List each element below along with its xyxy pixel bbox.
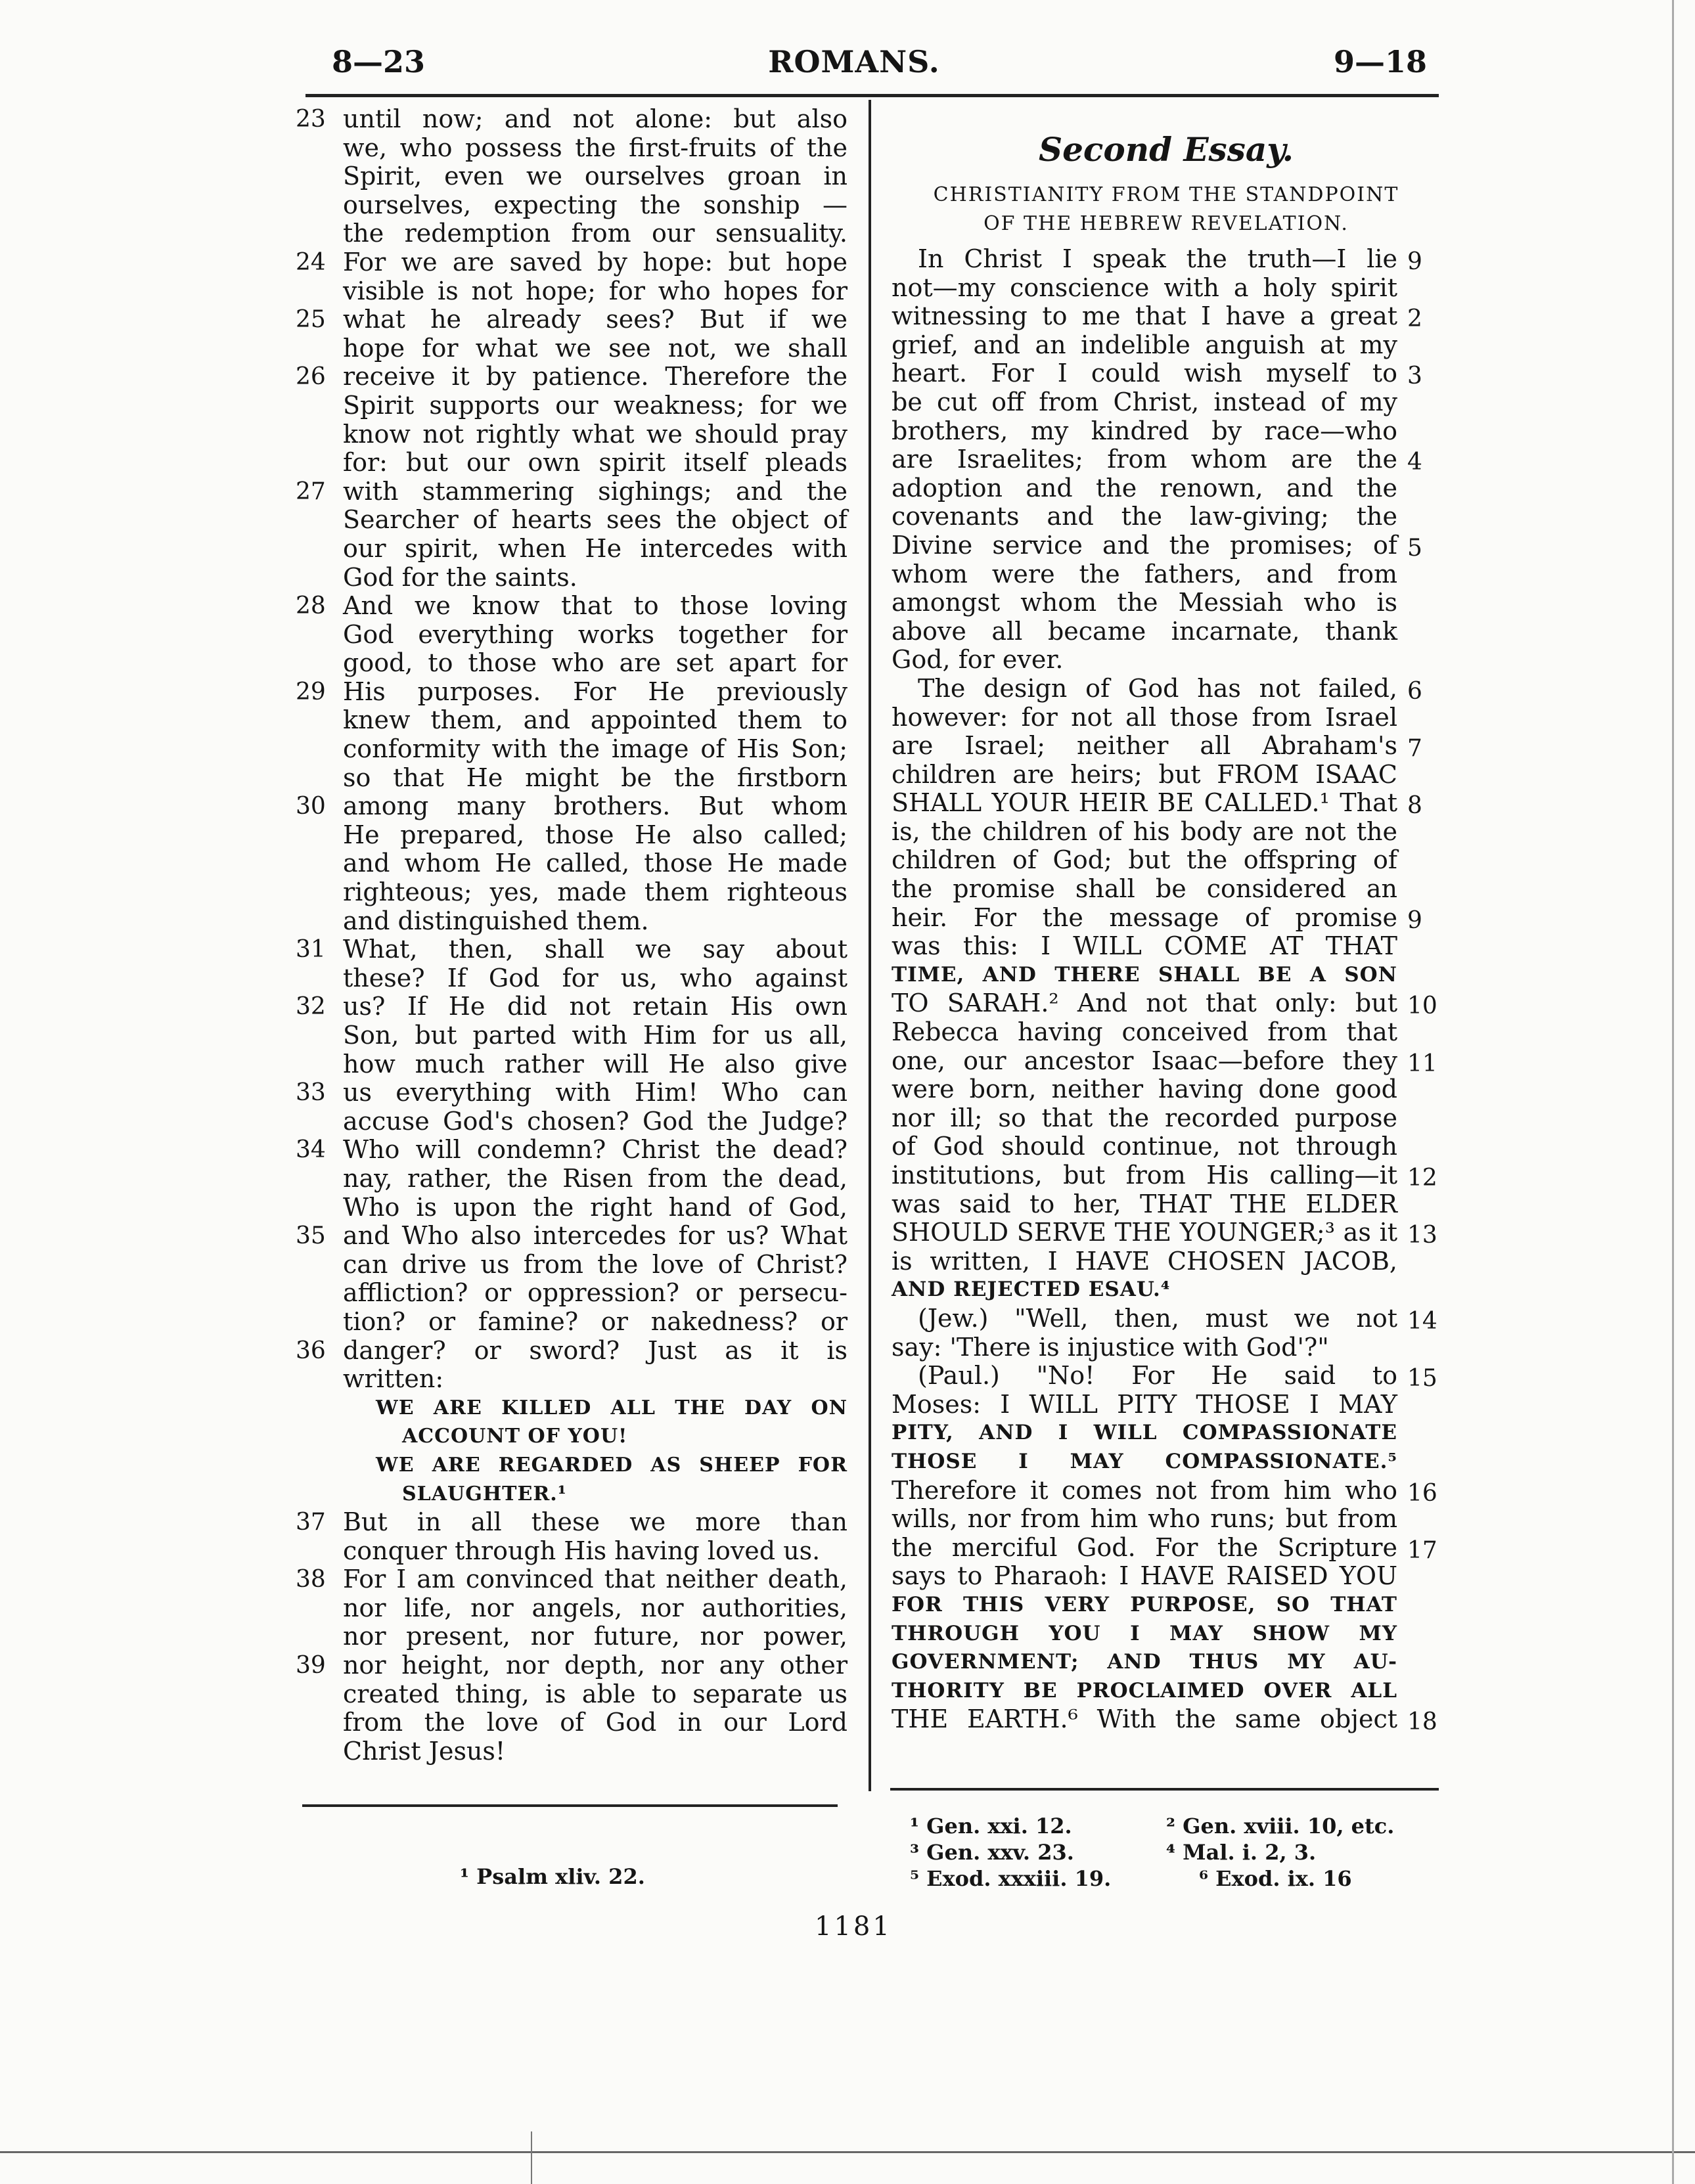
line-text: (Jew.) "Well, then, must we not bbox=[918, 1303, 1397, 1333]
footnote-rule bbox=[890, 1788, 1439, 1791]
line-text: from the love of God in our Lord bbox=[343, 1708, 847, 1737]
text-line bbox=[296, 1508, 847, 1537]
line-text: the redemption from our sensuality. bbox=[343, 219, 847, 248]
line-text: Spirit, even we ourselves groan in bbox=[343, 162, 847, 191]
text-line bbox=[892, 1075, 1443, 1104]
line-text: The design of God has not failed, bbox=[918, 673, 1397, 703]
verse-number: 28 bbox=[296, 592, 326, 620]
line-text: His purposes. For He previously bbox=[343, 677, 847, 706]
text-line bbox=[892, 1534, 1443, 1563]
text-line bbox=[296, 1651, 847, 1680]
text-line bbox=[296, 849, 847, 878]
text-line bbox=[892, 1705, 1443, 1734]
verse-number: 6 bbox=[1407, 677, 1422, 705]
text-line bbox=[296, 1394, 847, 1423]
line-text: grief, and an indelible anguish at my bbox=[892, 330, 1397, 359]
text-line bbox=[892, 1104, 1443, 1133]
text-line bbox=[296, 1622, 847, 1651]
line-text: is, the children of his body are not the bbox=[892, 816, 1397, 846]
line-text: and Who also intercedes for us? What bbox=[343, 1221, 847, 1251]
line-text: are Israel; neither all Abraham's bbox=[892, 731, 1397, 761]
line-text: Son, but parted with Him for us all, bbox=[343, 1021, 847, 1050]
line-text: For we are saved by hope: but hope bbox=[343, 247, 847, 277]
text-line bbox=[892, 359, 1443, 388]
line-text: among many brothers. But whom bbox=[343, 791, 847, 821]
verse-number: 15 bbox=[1407, 1365, 1437, 1393]
text-line bbox=[296, 792, 847, 821]
text-line bbox=[296, 134, 847, 163]
text-line bbox=[296, 1537, 847, 1566]
text-line bbox=[296, 1021, 847, 1050]
text-line bbox=[296, 1079, 847, 1107]
text-line bbox=[296, 449, 847, 478]
line-text: righteous; yes, made them righteous bbox=[343, 878, 847, 907]
verse-number: 14 bbox=[1407, 1307, 1437, 1335]
text-line bbox=[892, 1505, 1443, 1534]
column-divider bbox=[869, 100, 871, 1791]
line-text: Therefore it comes not from him who bbox=[892, 1475, 1397, 1505]
verse-number: 3 bbox=[1407, 363, 1422, 390]
line-text: covenants and the law-giving; the bbox=[892, 502, 1397, 531]
text-line bbox=[296, 907, 847, 936]
verse-number: 10 bbox=[1407, 992, 1437, 1020]
line-text: say: 'There is injustice with God'?" bbox=[892, 1332, 1329, 1362]
text-line bbox=[296, 305, 847, 334]
text-line bbox=[296, 191, 847, 220]
text-line bbox=[296, 105, 847, 134]
footnote: ⁶ Exod. ix. 16 bbox=[1199, 1866, 1352, 1891]
line-text: and distinguished them. bbox=[343, 906, 649, 935]
line-text: ourselves, expecting the sonship — bbox=[343, 190, 847, 219]
line-text: nor life, nor angels, nor authorities, bbox=[343, 1593, 847, 1622]
line-text: of God should continue, not through bbox=[892, 1132, 1397, 1161]
line-text: us? If He did not retain His own bbox=[343, 992, 847, 1021]
text-line bbox=[892, 1218, 1443, 1247]
text-line bbox=[296, 1365, 847, 1394]
text-line bbox=[296, 535, 847, 564]
line-text: THROUGH YOU I MAY SHOW MY bbox=[892, 1621, 1397, 1645]
line-text: TO SARAH.² And not that only: but bbox=[892, 989, 1397, 1018]
line-text: AND REJECTED ESAU.⁴ bbox=[892, 1278, 1171, 1302]
line-text: THORITY BE PROCLAIMED OVER ALL bbox=[892, 1678, 1397, 1703]
text-line bbox=[296, 821, 847, 850]
line-text: how much rather will He also give bbox=[343, 1049, 847, 1079]
line-text: for: but our own spirit itself pleads bbox=[343, 448, 847, 478]
text-line bbox=[892, 245, 1443, 274]
line-text: knew them, and appointed them to bbox=[343, 705, 847, 735]
verse-number: 27 bbox=[296, 478, 326, 505]
line-text: ACCOUNT OF YOU! bbox=[402, 1425, 628, 1448]
text-line bbox=[892, 388, 1443, 417]
line-text: heir. For the message of promise bbox=[892, 903, 1397, 932]
text-line bbox=[892, 1304, 1443, 1333]
line-text: so that He might be the firstborn bbox=[343, 763, 847, 792]
line-text: was this: I WILL COME AT THAT bbox=[892, 931, 1397, 961]
text-line bbox=[892, 445, 1443, 474]
running-head-right: 9—18 bbox=[1334, 44, 1428, 79]
text-line bbox=[296, 564, 847, 592]
verse-number: 24 bbox=[296, 248, 326, 276]
line-text: brothers, my kindred by race—who bbox=[892, 416, 1397, 445]
footnote-rule bbox=[302, 1804, 838, 1807]
line-text: these? If God for us, who against bbox=[343, 963, 847, 992]
running-head-title: ROMANS. bbox=[768, 44, 940, 79]
line-text: He prepared, those He also called; bbox=[343, 820, 847, 849]
line-text: witnessing to me that I have a great bbox=[892, 301, 1397, 331]
text-line bbox=[296, 735, 847, 764]
text-line bbox=[296, 162, 847, 191]
line-text: are Israelites; from whom are the bbox=[892, 445, 1397, 474]
verse-number: 13 bbox=[1407, 1222, 1437, 1249]
verse-number: 33 bbox=[296, 1079, 326, 1107]
text-line bbox=[892, 989, 1443, 1018]
line-text: For I am convinced that neither death, bbox=[343, 1565, 847, 1594]
scan-edge-line bbox=[0, 2151, 1695, 2153]
verse-number: 37 bbox=[296, 1509, 326, 1536]
line-text: the promise shall be considered an bbox=[892, 874, 1397, 904]
text-line bbox=[296, 1680, 847, 1709]
line-text: tion? or famine? or nakedness? or bbox=[343, 1306, 847, 1336]
text-line bbox=[892, 1648, 1443, 1677]
line-text: conformity with the image of His Son; bbox=[343, 734, 847, 764]
text-line bbox=[296, 1279, 847, 1308]
verse-number: 32 bbox=[296, 993, 326, 1021]
verse-number: 7 bbox=[1407, 735, 1422, 763]
line-text: God everything works together for bbox=[343, 619, 847, 649]
footnote: ¹ Gen. xxi. 12. bbox=[910, 1814, 1072, 1839]
line-text: wills, nor from him who runs; but from bbox=[892, 1504, 1397, 1534]
line-text: THE EARTH.⁶ With the same object bbox=[892, 1705, 1397, 1734]
line-text: until now; and not alone: but also bbox=[343, 104, 847, 133]
line-text: SHALL YOUR HEIR BE CALLED.¹ That bbox=[892, 788, 1397, 818]
text-line bbox=[892, 646, 1443, 675]
text-line bbox=[892, 904, 1443, 933]
verse-number: 17 bbox=[1407, 1536, 1437, 1564]
text-line bbox=[296, 1107, 847, 1136]
text-line bbox=[296, 1422, 847, 1451]
line-text: In Christ I speak the truth—I lie bbox=[918, 244, 1397, 273]
line-text: our spirit, when He intercedes with bbox=[343, 533, 847, 563]
line-text: created thing, is able to separate us bbox=[343, 1679, 847, 1708]
line-text: FOR THIS VERY PURPOSE, SO THAT bbox=[892, 1592, 1397, 1616]
line-text: hope for what we see not, we shall bbox=[343, 333, 847, 363]
essay-subtitle bbox=[893, 181, 1439, 238]
text-line bbox=[892, 961, 1443, 990]
line-text: Divine service and the promises; of bbox=[892, 530, 1397, 560]
text-line bbox=[296, 935, 847, 964]
line-text: was said to her, THAT THE ELDER bbox=[892, 1189, 1397, 1218]
text-line bbox=[892, 617, 1443, 646]
text-line bbox=[892, 761, 1443, 790]
text-line bbox=[296, 678, 847, 707]
line-text: us everything with Him! Who can bbox=[343, 1078, 847, 1107]
text-line bbox=[296, 478, 847, 506]
line-text: SHOULD SERVE THE YOUNGER;³ as it bbox=[892, 1218, 1397, 1247]
line-text: nay, rather, the Risen from the dead, bbox=[343, 1163, 847, 1193]
line-text: we, who possess the first-fruits of the bbox=[343, 133, 847, 162]
text-line bbox=[296, 992, 847, 1021]
line-text: accuse God's chosen? God the Judge? bbox=[343, 1106, 847, 1136]
line-text: Who is upon the right hand of God, bbox=[343, 1192, 847, 1222]
text-line bbox=[892, 1419, 1443, 1448]
text-line bbox=[296, 706, 847, 735]
line-text: Searcher of hearts sees the object of bbox=[343, 505, 847, 535]
text-line bbox=[892, 1362, 1443, 1391]
text-line bbox=[296, 1251, 847, 1280]
verse-number: 31 bbox=[296, 936, 326, 964]
text-line bbox=[892, 331, 1443, 360]
text-line bbox=[296, 1451, 847, 1480]
verse-number: 29 bbox=[296, 678, 326, 705]
text-line bbox=[892, 1620, 1443, 1649]
line-text: affliction? or oppression? or persecu- bbox=[343, 1278, 847, 1308]
verse-number: 23 bbox=[296, 106, 326, 133]
text-line bbox=[296, 1565, 847, 1594]
text-line bbox=[892, 1161, 1443, 1190]
text-line bbox=[892, 531, 1443, 560]
text-line bbox=[296, 621, 847, 650]
line-text: above all became incarnate, thank bbox=[892, 616, 1397, 646]
line-text: children of God; but the offspring of bbox=[892, 845, 1397, 875]
footnote: ⁴ Mal. i. 2, 3. bbox=[1166, 1840, 1317, 1865]
text-line bbox=[296, 592, 847, 621]
running-head-left: 8—23 bbox=[332, 44, 426, 79]
line-text: know not rightly what we should pray bbox=[343, 419, 847, 449]
text-line bbox=[892, 1562, 1443, 1591]
text-line bbox=[892, 274, 1443, 303]
line-text: nor ill; so that the recorded purpose bbox=[892, 1103, 1397, 1132]
line-text: the merciful God. For the Scripture bbox=[892, 1532, 1397, 1562]
line-text: (Paul.) "No! For He said to bbox=[918, 1361, 1397, 1391]
text-line bbox=[892, 417, 1443, 446]
text-line bbox=[892, 1132, 1443, 1161]
text-line bbox=[296, 334, 847, 363]
line-text: TIME, AND THERE SHALL BE A SON bbox=[892, 962, 1397, 987]
verse-number: 12 bbox=[1407, 1165, 1437, 1192]
verse-number: 38 bbox=[296, 1566, 326, 1593]
verse-number: 11 bbox=[1407, 1050, 1437, 1077]
footnote: ³ Gen. xxv. 23. bbox=[910, 1840, 1074, 1865]
text-line bbox=[892, 1677, 1443, 1706]
line-text: WE ARE KILLED ALL THE DAY ON bbox=[376, 1396, 847, 1419]
text-line bbox=[296, 1480, 847, 1509]
verse-number: 18 bbox=[1407, 1708, 1437, 1736]
verse-number: 16 bbox=[1407, 1479, 1437, 1507]
verse-number: 36 bbox=[296, 1337, 326, 1364]
line-text: SLAUGHTER.¹ bbox=[402, 1482, 567, 1505]
line-text: THOSE I MAY COMPASSIONATE.⁵ bbox=[892, 1449, 1397, 1473]
text-line bbox=[892, 818, 1443, 847]
header-rule bbox=[305, 94, 1439, 97]
left-column bbox=[296, 105, 847, 1766]
line-text: Rebecca having conceived from that bbox=[892, 1017, 1397, 1047]
text-line bbox=[296, 878, 847, 907]
line-text: with stammering sighings; and the bbox=[343, 476, 847, 506]
line-text: what he already sees? But if we bbox=[343, 305, 847, 334]
text-line bbox=[892, 502, 1443, 531]
text-line bbox=[892, 1448, 1443, 1477]
verse-number: 4 bbox=[1407, 449, 1422, 476]
text-line bbox=[892, 703, 1443, 732]
text-line bbox=[892, 1591, 1443, 1620]
line-text: and whom He called, those He made bbox=[343, 849, 847, 878]
text-line bbox=[892, 932, 1443, 961]
verse-number: 39 bbox=[296, 1652, 326, 1680]
text-line bbox=[296, 1337, 847, 1366]
footnote: ⁵ Exod. xxxiii. 19. bbox=[910, 1866, 1112, 1891]
essay-title: Second Essay. bbox=[1039, 130, 1294, 169]
verse-number: 25 bbox=[296, 306, 326, 334]
text-line bbox=[892, 302, 1443, 331]
line-text: PITY, AND I WILL COMPASSIONATE bbox=[892, 1421, 1397, 1445]
line-text: What, then, shall we say about bbox=[343, 935, 847, 964]
text-line bbox=[296, 1308, 847, 1337]
line-text: written: bbox=[343, 1364, 444, 1394]
text-line bbox=[296, 649, 847, 678]
line-text: visible is not hope; for who hopes for bbox=[343, 276, 847, 305]
line-text: danger? or sword? Just as it is bbox=[343, 1335, 847, 1365]
text-line bbox=[296, 1165, 847, 1193]
text-line bbox=[296, 1193, 847, 1222]
text-line bbox=[296, 277, 847, 306]
page-number: 1181 bbox=[815, 1911, 892, 1942]
line-text: heart. For I could wish myself to bbox=[892, 359, 1397, 388]
essay-subtitle-line: CHRISTIANITY FROM THE STANDPOINT bbox=[933, 183, 1399, 206]
verse-number: 8 bbox=[1407, 792, 1422, 820]
verse-number: 9 bbox=[1407, 248, 1422, 275]
text-line bbox=[296, 219, 847, 248]
line-text: can drive us from the love of Christ? bbox=[343, 1249, 847, 1279]
footnote: ² Gen. xviii. 10, etc. bbox=[1166, 1814, 1395, 1839]
text-line bbox=[892, 732, 1443, 761]
text-line bbox=[892, 1391, 1443, 1419]
text-line bbox=[892, 789, 1443, 818]
text-line bbox=[892, 675, 1443, 703]
text-line bbox=[892, 1333, 1443, 1362]
line-text: institutions, but from His calling—it bbox=[892, 1161, 1397, 1190]
line-text: says to Pharaoh: I HAVE RAISED YOU bbox=[892, 1561, 1397, 1591]
line-text: conquer through His having loved us. bbox=[343, 1536, 821, 1565]
line-text: one, our ancestor Isaac—before they bbox=[892, 1046, 1397, 1075]
verse-number: 5 bbox=[1407, 534, 1422, 562]
text-line bbox=[892, 846, 1443, 875]
verse-number: 35 bbox=[296, 1222, 326, 1250]
text-line bbox=[296, 506, 847, 535]
text-line bbox=[296, 248, 847, 277]
scan-edge-mark bbox=[531, 2131, 532, 2184]
text-line bbox=[892, 875, 1443, 904]
verse-number: 26 bbox=[296, 363, 326, 391]
text-line bbox=[296, 764, 847, 793]
line-text: children are heirs; but FROM ISAAC bbox=[892, 759, 1397, 789]
text-line bbox=[296, 1594, 847, 1623]
verse-number: 30 bbox=[296, 793, 326, 820]
verse-number: 2 bbox=[1407, 305, 1422, 333]
text-line bbox=[892, 1190, 1443, 1219]
scan-edge-line bbox=[1672, 0, 1674, 2184]
right-column bbox=[892, 245, 1443, 1734]
text-line bbox=[296, 363, 847, 391]
line-text: good, to those who are set apart for bbox=[343, 648, 847, 678]
line-text: God for the saints. bbox=[343, 562, 577, 592]
text-line bbox=[296, 1050, 847, 1079]
text-line bbox=[892, 1477, 1443, 1505]
text-line bbox=[892, 1018, 1443, 1047]
footnote: ¹ Psalm xliv. 22. bbox=[460, 1864, 645, 1889]
verse-number: 34 bbox=[296, 1136, 326, 1164]
line-text: however: for not all those from Israel bbox=[892, 702, 1397, 732]
line-text: receive it by patience. Therefore the bbox=[343, 362, 847, 391]
line-text: is written, I HAVE CHOSEN JACOB, bbox=[892, 1246, 1397, 1276]
line-text: adoption and the renown, and the bbox=[892, 473, 1397, 502]
line-text: Christ Jesus! bbox=[343, 1736, 506, 1766]
line-text: were born, neither having done good bbox=[892, 1075, 1397, 1104]
line-text: amongst whom the Messiah who is bbox=[892, 588, 1397, 617]
line-text: Who will condemn? Christ the dead? bbox=[343, 1135, 847, 1165]
verse-number: 9 bbox=[1407, 906, 1422, 934]
line-text: whom were the fathers, and from bbox=[892, 559, 1397, 589]
line-text: And we know that to those loving bbox=[343, 591, 847, 621]
line-text: nor present, nor future, nor power, bbox=[343, 1622, 847, 1651]
text-line bbox=[892, 474, 1443, 503]
line-text: God, for ever. bbox=[892, 645, 1064, 675]
line-text: not—my conscience with a holy spirit bbox=[892, 273, 1397, 302]
text-line bbox=[892, 560, 1443, 589]
text-line bbox=[296, 1136, 847, 1165]
text-line bbox=[892, 1276, 1443, 1304]
line-text: Spirit supports our weakness; for we bbox=[343, 390, 847, 420]
line-text: Moses: I WILL PITY THOSE I MAY bbox=[892, 1389, 1397, 1419]
text-line bbox=[296, 1222, 847, 1251]
line-text: GOVERNMENT; AND THUS MY AU- bbox=[892, 1650, 1397, 1674]
text-line bbox=[892, 589, 1443, 617]
line-text: nor height, nor depth, nor any other bbox=[343, 1651, 847, 1680]
text-line bbox=[892, 1047, 1443, 1076]
text-line bbox=[296, 391, 847, 420]
text-line bbox=[296, 1737, 847, 1766]
line-text: WE ARE REGARDED AS SHEEP FOR bbox=[376, 1453, 847, 1477]
text-line bbox=[296, 1708, 847, 1737]
line-text: be cut off from Christ, instead of my bbox=[892, 387, 1397, 416]
essay-subtitle-line: OF THE HEBREW REVELATION. bbox=[983, 212, 1349, 235]
line-text: But in all these we more than bbox=[343, 1507, 847, 1537]
text-line bbox=[296, 964, 847, 993]
text-line bbox=[892, 1247, 1443, 1276]
text-line bbox=[296, 420, 847, 449]
